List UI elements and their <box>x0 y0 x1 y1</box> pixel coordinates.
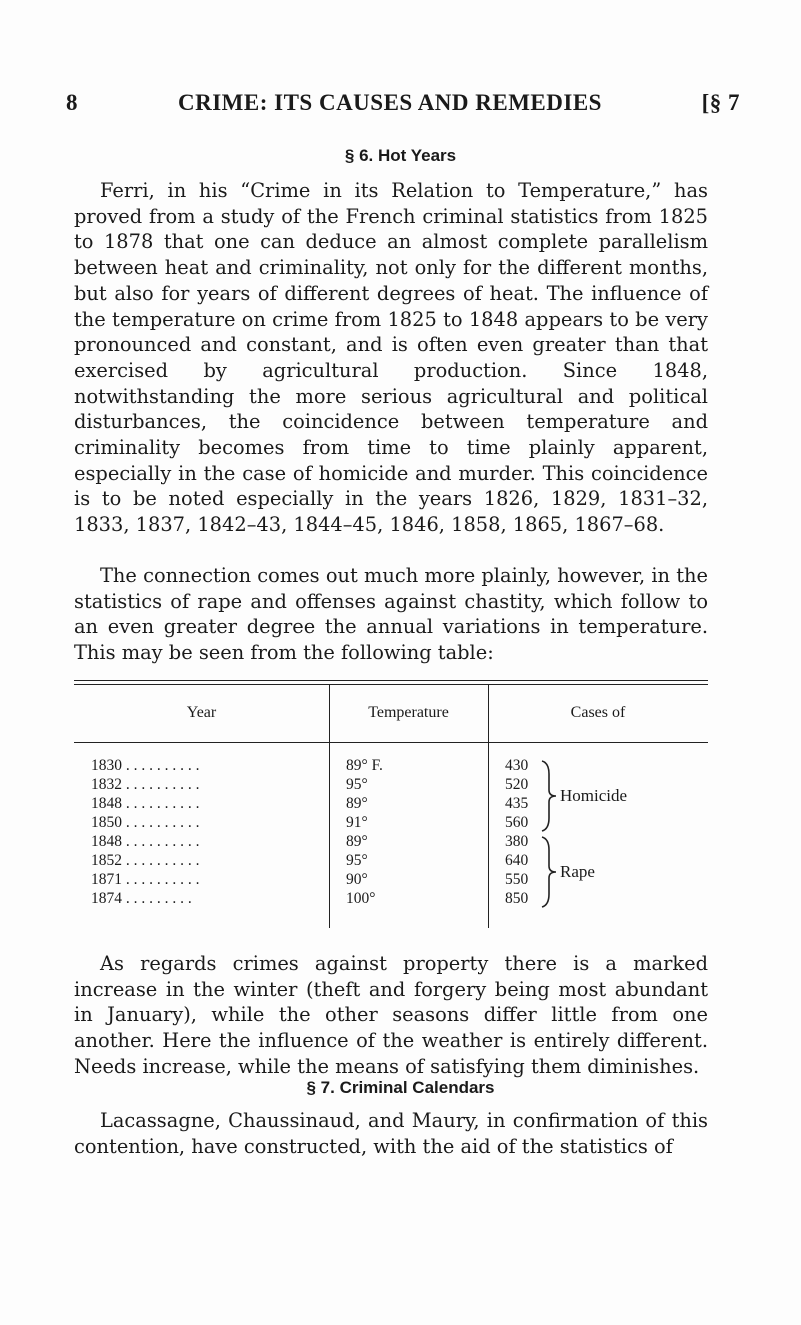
temperature-cell: 89° F. <box>346 757 383 774</box>
table-row <box>74 814 708 832</box>
table-row <box>74 871 708 889</box>
temperature-cell: 89° <box>346 833 368 850</box>
running-title: CRIME: ITS CAUSES AND REMEDIES <box>178 90 602 115</box>
group-label-rape: Rape <box>560 862 595 881</box>
year-cell: 1874 . . . . . . . . . <box>91 890 192 907</box>
paragraph-calendars: Lacassagne, Chaussinaud, and Maury, in confirmation of this contention, have constructed, with the aid of the statistics of <box>74 1109 708 1158</box>
temperature-cell: 100° <box>346 890 376 907</box>
group-label-homicide: Homicide <box>560 786 628 805</box>
table-top-rule-2 <box>74 684 708 685</box>
header-rule <box>74 742 708 743</box>
temperature-cell: 91° <box>346 814 368 831</box>
cases-cell: 435 <box>505 795 529 812</box>
year-cell: 1852 . . . . . . . . . . <box>91 852 200 869</box>
year-cell: 1850 . . . . . . . . . . <box>91 814 200 831</box>
column-header-cases: Cases of <box>570 704 626 721</box>
temperature-cell: 95° <box>346 776 368 793</box>
column-header-year: Year <box>186 704 217 721</box>
year-cell: 1848 . . . . . . . . . . <box>91 795 200 812</box>
temperature-cell: 89° <box>346 795 368 812</box>
temperature-crime-table <box>74 680 708 928</box>
rape-brace <box>541 836 557 908</box>
table-row <box>74 890 708 908</box>
year-cell: 1871 . . . . . . . . . . <box>91 871 200 888</box>
year-cell: 1830 . . . . . . . . . . <box>91 757 200 774</box>
cases-cell: 380 <box>505 833 529 850</box>
year-cell: 1832 . . . . . . . . . . <box>91 776 200 793</box>
paragraph-connection: The connection comes out much more plainly, however, in the statistics of rape and offenses against chastity, which follow to an even greater degree the annual variations in temperature. This may be seen from the following table: <box>74 564 708 665</box>
cases-cell: 430 <box>505 757 529 774</box>
section-6-heading: § 6. Hot Years <box>344 146 457 165</box>
homicide-brace <box>541 760 557 832</box>
running-head <box>66 90 740 120</box>
temperature-cell: 95° <box>346 852 368 869</box>
paragraph-ferri: Ferri, in his “Crime in its Relation to Temperature,” has proved from a study of the French criminal statistics from 1825 to 1878 that one can deduce an almost complete parallelism between heat and criminality, not only for the different months, but also for years of different degrees of heat. The influence of the temperature on crime from 1825 to 1848 appears to be very pronounced and constant, and is often even greater than that exercised by agricultural production. Since 1848, notwithstanding the more serious agricultural and political disturbances, the coincidence between temperature and criminality becomes from time to time plainly apparent, especially in the case of homicide and murder. This coincidence is to be noted especially in the years 1826, 1829, 1831–32, 1833, 1837, 1842–43, 1844–45, 1846, 1858, 1865, 1867–68. <box>74 179 708 537</box>
cases-cell: 850 <box>505 890 529 907</box>
table-row <box>74 833 708 851</box>
table-row <box>74 757 708 775</box>
table-top-rule <box>74 680 708 681</box>
column-header-temperature: Temperature <box>368 704 449 721</box>
cases-cell: 550 <box>505 871 529 888</box>
temperature-cell: 90° <box>346 871 368 888</box>
cases-cell: 520 <box>505 776 529 793</box>
section-7-heading: § 7. Criminal Calendars <box>306 1078 495 1097</box>
cases-cell: 640 <box>505 852 529 869</box>
page-number: 8 <box>66 90 78 115</box>
table-row <box>74 852 708 870</box>
cases-cell: 560 <box>505 814 529 831</box>
paragraph-property-crimes: As regards crimes against property there is a marked increase in the winter (theft and forgery being most abundant in January), while the other seasons differ little from one another. Here the influence of the weather is entirely different. Needs increase, while the means of satisfying them diminishes. <box>74 952 708 1078</box>
section-reference: [§ 7 <box>701 90 740 115</box>
year-cell: 1848 . . . . . . . . . . <box>91 833 200 850</box>
